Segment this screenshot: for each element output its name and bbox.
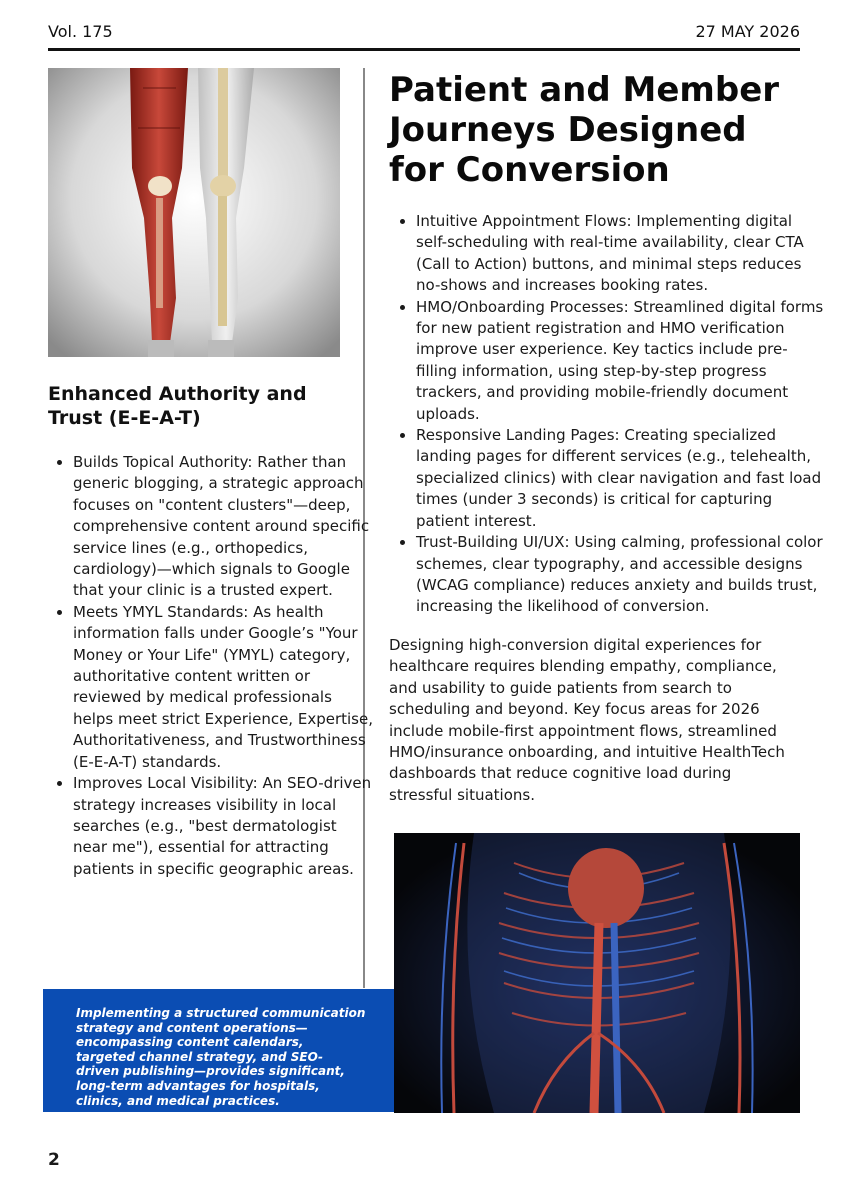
journey-list: [392, 211, 824, 618]
article-title: Patient and Member Journeys Designed for Conversion: [389, 70, 780, 190]
volume-label: Vol. 175: [48, 22, 113, 41]
list-item: • HMO/Onboarding Processes: Streamlined digital forms for new patient registration and HMO verification improve user experience. Key tactics include pre-filling information, using step-by-step progress trackers, and providing mobile-friendly document uploads.: [416, 297, 824, 425]
legs-anatomy-image: [48, 68, 340, 357]
authority-list: [48, 452, 373, 880]
list-item: • Builds Topical Authority: Rather than generic blogging, a strategic approach focuses on "content clusters"—deep, comprehensive content around specific service lines (e.g., orthopedics, cardiology)—which signals to Google that your clinic is a trusted expert.: [73, 452, 373, 602]
list-item: • Trust-Building UI/UX: Using calming, professional color schemes, clear typography, and accessible designs (WCAG compliance) reduces anxiety and builds trust, increasing the likelihood of conversion.: [416, 532, 824, 618]
callout-box: [43, 989, 394, 1112]
callout-text: Implementing a structured communication strategy and content operations—encompassing content calendars, targeted channel strategy, and SEO-driven publishing—provides significant, long-term advantages for hospitals, clinics, and medical practices.: [76, 1006, 366, 1108]
list-item: • Meets YMYL Standards: As health information falls under Google’s "Your Money or Your Life" (YMYL) category, authoritative content written or reviewed by medical professionals helps meet strict Experience, Expertise, Authoritativeness, and Trustworthiness (E-E-A-T) standards.: [73, 602, 373, 773]
list-item: • Responsive Landing Pages: Creating specialized landing pages for different services (e.g., telehealth, specialized clinics) with clear navigation and fast load times (under 3 seconds) is critical for capturing patient interest.: [416, 425, 824, 532]
section-heading: Enhanced Authority and Trust (E-E-A-T): [48, 383, 307, 429]
issue-date: 27 MAY 2026: [695, 22, 800, 41]
header-rule: [48, 48, 800, 51]
list-item: • Improves Local Visibility: An SEO-driven strategy increases visibility in local searches (e.g., "best dermatologist near me"), essential for attracting patients in specific geographic areas.: [73, 773, 373, 880]
page-number: 2: [48, 1150, 60, 1170]
body-paragraph: Designing high-conversion digital experiences for healthcare requires blending empathy, compliance, and usability to guide patients from search to scheduling and beyond. Key focus areas for 2026 include mobile-first appointment flows, streamlined HMO/insurance onboarding, and intuitive HealthTech dashboards that reduce cognitive load during stressful situations.: [389, 636, 785, 804]
list-item: • Intuitive Appointment Flows: Implementing digital self-scheduling with real-time availability, clear CTA (Call to Action) buttons, and minimal steps reduces no-shows and increases booking rates.: [416, 211, 824, 297]
vascular-anatomy-image: [394, 833, 800, 1113]
